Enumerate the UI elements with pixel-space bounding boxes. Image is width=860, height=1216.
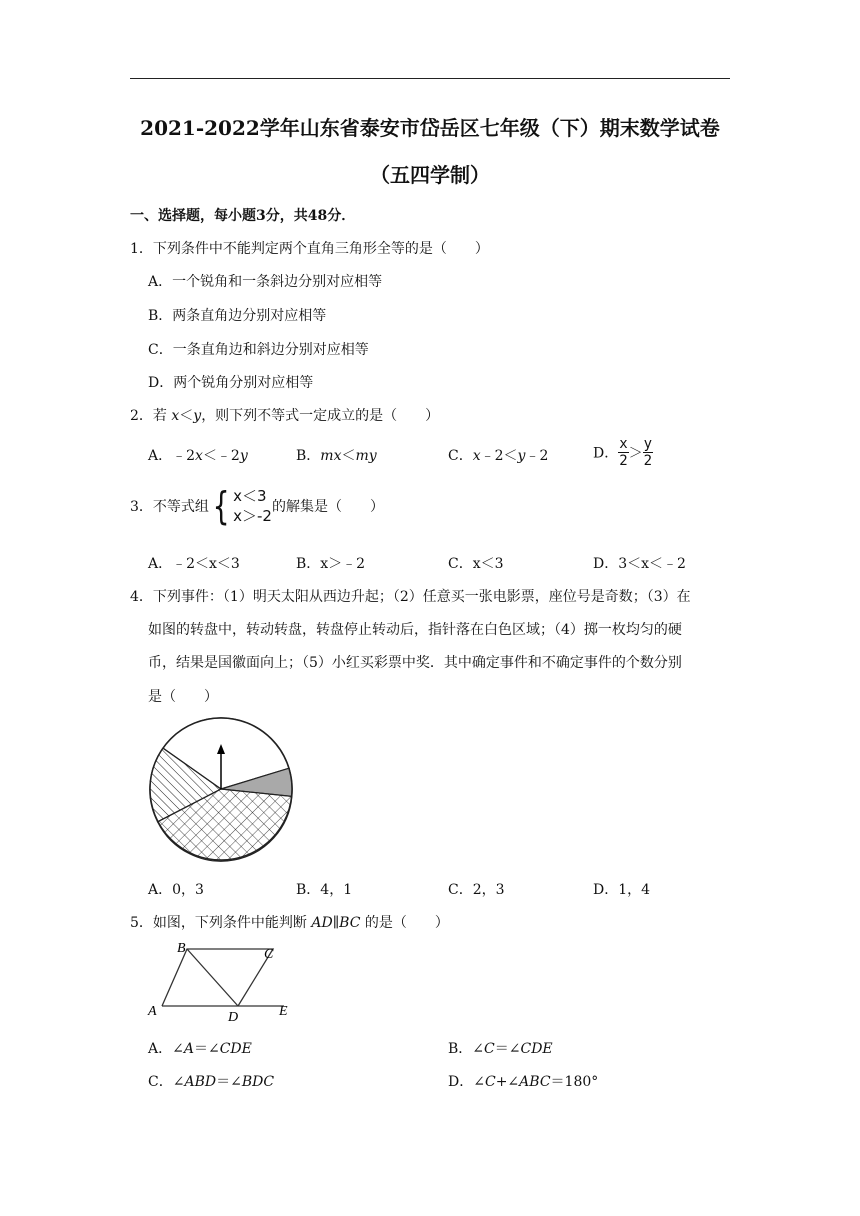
q4-stem-line1: 4．下列事件：（1）明天太阳从西边升起；（2）任意买一张电影票，座位号是奇数；（3）在 [130, 589, 691, 605]
label-e: E [279, 1004, 288, 1019]
q2-option-d: D． $\frac{x}{2}$ ＞ $\frac{y}{2}$ [593, 436, 653, 469]
parallelogram-figure [140, 938, 300, 1022]
q2-stem: 2．若 x＜y，则下列不等式一定成立的是（ ） [130, 408, 440, 424]
q5-option-b: B．∠C＝∠CDE [448, 1041, 553, 1057]
label-a: A [148, 1004, 157, 1019]
exam-subtitle: （五四学制） [370, 163, 490, 187]
q2-option-c: C．x﹣2＜y﹣2 [448, 448, 549, 464]
q5-option-c: C．∠ABD＝∠BDC [148, 1074, 275, 1090]
q2-option-b: B．mx＜my [296, 448, 377, 464]
q1-option-c: C．一条直角边和斜边分别对应相等 [148, 342, 369, 358]
q4-option-b: B．4，1 [296, 882, 353, 898]
q4-stem-line2: 如图的转盘中，转动转盘，转盘停止转动后，指针落在白色区域；（4）掷一枚均匀的硬 [148, 622, 682, 638]
q1-option-a: A．一个锐角和一条斜边分别对应相等 [148, 274, 383, 290]
q1-option-d: D．两个锐角分别对应相等 [148, 375, 314, 391]
q3-stem: 3．不等式组{ x＜3 x＞-2 的解集是（ ） [130, 484, 384, 528]
q3-option-b: B．x＞﹣2 [296, 556, 366, 572]
q1-stem: 1．下列条件中不能判定两个直角三角形全等的是（ ） [130, 241, 489, 257]
label-c: C [264, 947, 274, 962]
q3-option-d: D．3＜x＜﹣2 [593, 556, 686, 572]
section-heading: 一、选择题，每小题3分，共48分． [130, 208, 356, 224]
system-brace: { [212, 484, 230, 528]
spinner-figure [145, 716, 300, 866]
q5-option-a: A．∠A＝∠CDE [148, 1041, 252, 1057]
q4-option-d: D．1，4 [593, 882, 651, 898]
q5-stem: 5．如图，下列条件中能判断 AD∥BC 的是（ ） [130, 915, 449, 931]
q4-option-a: A．0，3 [148, 882, 204, 898]
q3-option-a: A．﹣2＜x＜3 [148, 556, 240, 572]
fraction-y-over-2: $\frac{y}{2}$ [643, 436, 653, 469]
fraction-x-over-2: $\frac{x}{2}$ [619, 436, 628, 469]
q4-stem-line4: 是（ ） [148, 689, 218, 705]
inequality-system: x＜3 x＞-2 [233, 487, 272, 525]
header-rule [130, 78, 730, 79]
label-b: B [177, 941, 186, 956]
q1-option-b: B．两条直角边分别对应相等 [148, 308, 327, 324]
figure-outline [162, 949, 273, 1006]
q4-option-c: C．2，3 [448, 882, 505, 898]
label-d: D [228, 1010, 239, 1022]
diagonal-bd [187, 949, 238, 1006]
q5-option-d: D．∠C+∠ABC＝180° [448, 1074, 599, 1090]
q3-option-c: C．x＜3 [448, 556, 504, 572]
q4-stem-line3: 币，结果是国徽面向上；（5）小红买彩票中奖．其中确定事件和不确定事件的个数分别 [148, 655, 682, 671]
exam-title: 2021-2022学年山东省泰安市岱岳区七年级（下）期末数学试卷 [140, 116, 720, 140]
q2-option-a: A．﹣2x＜﹣2y [148, 448, 248, 464]
